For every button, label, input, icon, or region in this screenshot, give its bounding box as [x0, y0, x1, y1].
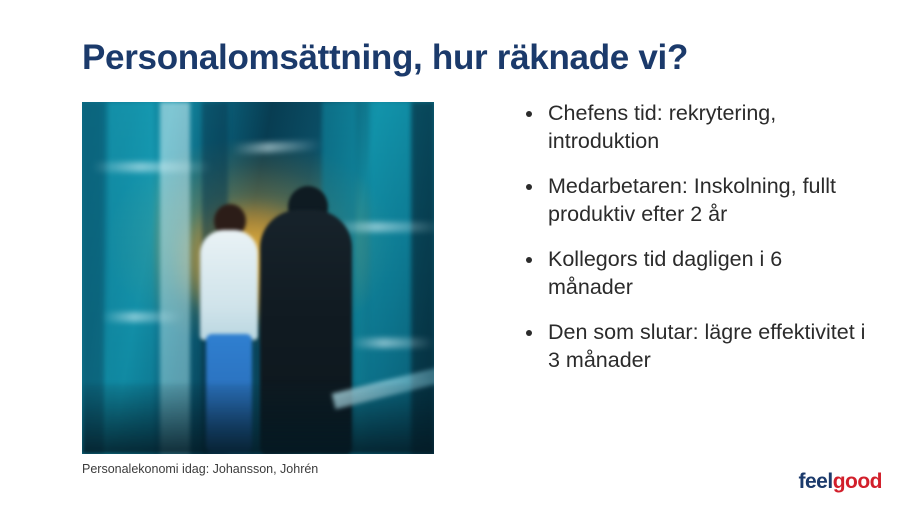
bullet-dot-icon [526, 111, 532, 117]
bullet-dot-icon [526, 184, 532, 190]
list-item-label: Den som slutar: lägre effektivitet i 3 månader [548, 319, 866, 372]
photo-floor [82, 384, 434, 454]
list-item-label: Kollegors tid dagligen i 6 månader [548, 246, 783, 299]
bullet-list [520, 100, 870, 392]
image-caption: Personalekonomi idag: Johansson, Johrén [82, 462, 319, 476]
page-title: Personalomsättning, hur räknade vi? [82, 38, 689, 77]
logo-text-good: good [832, 470, 882, 493]
photo-streak [232, 140, 322, 155]
list-item [520, 246, 870, 302]
list-item-label: Medarbetaren: Inskolning, fullt produktiv efter 2 år [548, 173, 837, 226]
bullet-dot-icon [526, 257, 532, 263]
corridor-photo [82, 102, 434, 454]
photo-person-woman [200, 230, 258, 340]
list-item [520, 173, 870, 229]
list-item-label: Chefens tid: rekrytering, introduktion [548, 101, 777, 153]
feelgood-logo [799, 470, 883, 494]
slide-image [82, 102, 434, 454]
list-item [520, 319, 870, 375]
photo-streak [102, 312, 182, 322]
list-item [520, 100, 870, 156]
photo-streak [92, 162, 212, 172]
photo-streak [350, 338, 434, 348]
bullet-dot-icon [526, 330, 532, 336]
logo-text-feel: feel [798, 470, 833, 493]
